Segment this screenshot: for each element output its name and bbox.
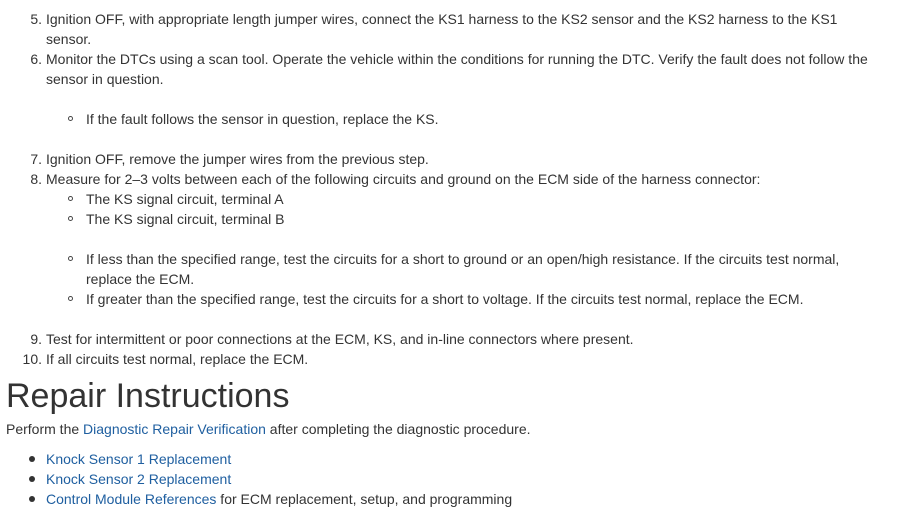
procedure-steps: [0, 9, 880, 369]
step-text: Monitor the DTCs using a scan tool. Operate the vehicle within the conditions for running the DTC. Verify the fault does not follow the sensor in question.: [46, 51, 868, 87]
bullet-icon: [29, 456, 35, 462]
circle-bullet-icon: [68, 216, 73, 221]
knock-sensor-2-replacement-link[interactable]: Knock Sensor 2 Replacement: [46, 471, 232, 487]
step-number: 5.: [30, 11, 42, 27]
step-text: Test for intermittent or poor connections at the ECM, KS, and in-line connectors where present.: [46, 331, 634, 347]
list-item: [0, 489, 512, 509]
step-8: [0, 169, 880, 329]
substep: The KS signal circuit, terminal B: [46, 209, 880, 229]
circle-bullet-icon: [68, 256, 73, 261]
bullet-icon: [29, 496, 35, 502]
step-6: [0, 49, 880, 149]
diagnostic-repair-verification-link[interactable]: Diagnostic Repair Verification: [83, 421, 266, 437]
step-8-results: [46, 249, 880, 309]
substep: If greater than the specified range, test the circuits for a short to voltage. If the circuits test normal, replace the ECM.: [46, 289, 880, 309]
step-number: 6.: [30, 51, 42, 67]
list-item: [0, 449, 512, 469]
repair-intro: Perform the Diagnostic Repair Verification after completing the diagnostic procedure.: [6, 421, 531, 437]
step-text: If all circuits test normal, replace the ECM.: [46, 351, 309, 367]
step-6-substeps: [46, 109, 880, 129]
repair-links-list: [0, 449, 512, 509]
circle-bullet-icon: [68, 296, 73, 301]
step-text: Ignition OFF, remove the jumper wires from the previous step.: [46, 151, 429, 167]
step-number: 9.: [30, 331, 42, 347]
step-number: 7.: [30, 151, 42, 167]
step-text: Ignition OFF, with appropriate length jumper wires, connect the KS1 harness to the KS2 sensor and the KS2 harness to the KS1 sensor.: [46, 11, 838, 47]
step-text: Measure for 2–3 volts between each of the following circuits and ground on the ECM side of the harness connector:: [46, 171, 761, 187]
repair-instructions-heading: Repair Instructions: [6, 377, 290, 415]
substep: If less than the specified range, test the circuits for a short to ground or an open/high resistance. If the circuits test normal, replace the ECM.: [46, 249, 880, 289]
step-5: [0, 9, 880, 49]
control-module-references-link[interactable]: Control Module References: [46, 491, 217, 507]
step-7: [0, 149, 880, 169]
bullet-icon: [29, 476, 35, 482]
circle-bullet-icon: [68, 196, 73, 201]
step-number: 8.: [30, 171, 42, 187]
knock-sensor-1-replacement-link[interactable]: Knock Sensor 1 Replacement: [46, 451, 232, 467]
substep: If the fault follows the sensor in question, replace the KS.: [46, 109, 880, 129]
step-10: [0, 349, 880, 369]
substep: The KS signal circuit, terminal A: [46, 189, 880, 209]
link-suffix: for ECM replacement, setup, and programming: [216, 491, 513, 507]
list-item: [0, 469, 512, 489]
step-8-circuits: [46, 189, 880, 229]
step-number: 10.: [22, 351, 42, 367]
step-9: [0, 329, 880, 349]
circle-bullet-icon: [68, 116, 73, 121]
